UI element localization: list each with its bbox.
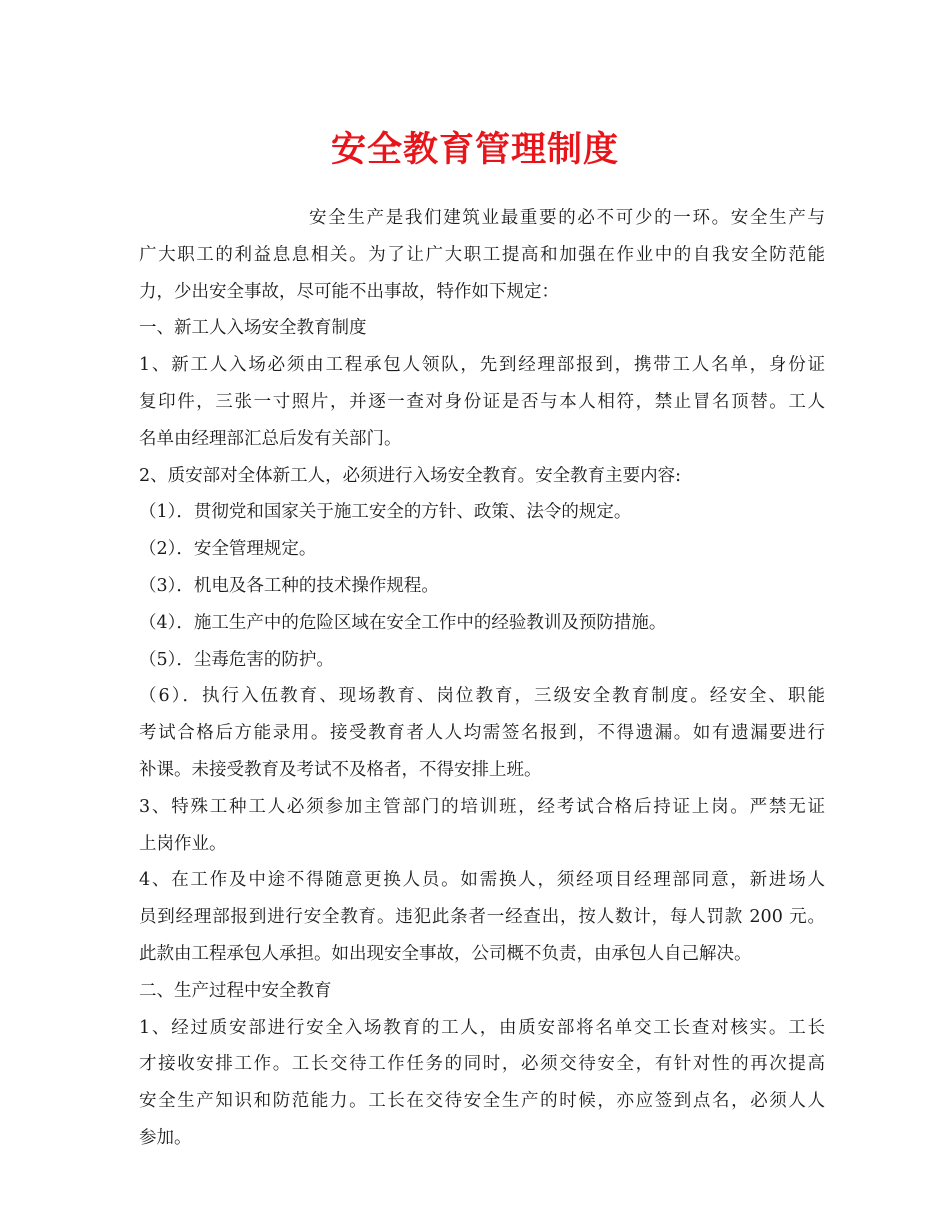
section-heading: 二、生产过程中安全教育 <box>139 980 332 1001</box>
paragraph-line: 此款由工程承包人承担。如出现安全事故，公司概不负责，由承包人自己解决。 <box>139 943 752 964</box>
paragraph-line: 补课。未接受教育及考试不及格者，不得安排上班。 <box>139 759 542 780</box>
paragraph-line: 力，少出安全事故，尽可能不出事故，特作如下规定： <box>139 281 559 302</box>
list-item: （4）．施工生产中的危险区域在安全工作中的经验教训及预防措施。 <box>139 612 667 633</box>
document-body <box>139 200 825 1157</box>
list-item: （5）．尘毒危害的防护。 <box>139 649 334 670</box>
paragraph-line: 2、质安部对全体新工人，必须进行入场安全教育。安全教育主要内容: <box>139 465 682 486</box>
paragraph-line: 名单由经理部汇总后发有关部门。 <box>139 428 402 449</box>
paragraph-line: 员到经理部报到进行安全教育。违犯此条者一经查出，按人数计，每人罚款 200 元。 <box>139 907 825 928</box>
paragraph-line: 4、在工作及中途不得随意更换人员。如需换人，须经项目经理部同意，新进场人 <box>139 870 825 891</box>
list-item: （2）．安全管理规定。 <box>139 539 317 560</box>
paragraph-line: 复印件，三张一寸照片，并逐一查对身份证是否与本人相符，禁止冒名顶替。工人 <box>139 391 825 412</box>
paragraph-line: 3、特殊工种工人必须参加主管部门的培训班，经考试合格后持证上岗。严禁无证 <box>139 796 825 817</box>
list-item: （6）．执行入伍教育、现场教育、岗位教育，三级安全教育制度。经安全、职能 <box>139 686 825 707</box>
paragraph-line: 考试合格后方能录用。接受教育者人人均需签名报到，不得遗漏。如有遗漏要进行 <box>139 723 825 744</box>
section-heading: 一、新工人入场安全教育制度 <box>139 318 367 339</box>
paragraph-line: 安全生产是我们建筑业最重要的必不可少的一环。安全生产与 <box>309 208 825 228</box>
paragraph-line: 1、新工人入场必须由工程承包人领队，先到经理部报到，携带工人名单，身份证 <box>139 355 825 376</box>
list-item: （3）．机电及各工种的技术操作规程。 <box>139 575 439 596</box>
list-item: （1）．贯彻党和国家关于施工安全的方针、政策、法令的规定。 <box>139 502 632 523</box>
paragraph-line: 安全生产知识和防范能力。工长在交待安全生产的时候，亦应签到点名，必须人人 <box>139 1091 825 1112</box>
paragraph-line: 参加。 <box>139 1127 192 1148</box>
paragraph-line: 1、经过质安部进行安全入场教育的工人，由质安部将名单交工长查对核实。工长 <box>139 1017 825 1038</box>
paragraph-line: 上岗作业。 <box>139 833 227 854</box>
paragraph-line: 广大职工的利益息息相关。为了让广大职工提高和加强在作业中的自我安全防范能 <box>139 244 825 265</box>
paragraph-line: 才接收安排工作。工长交待工作任务的同时，必须交待安全，有针对性的再次提高 <box>139 1054 825 1075</box>
document-title: 安全教育管理制度 <box>330 129 619 170</box>
